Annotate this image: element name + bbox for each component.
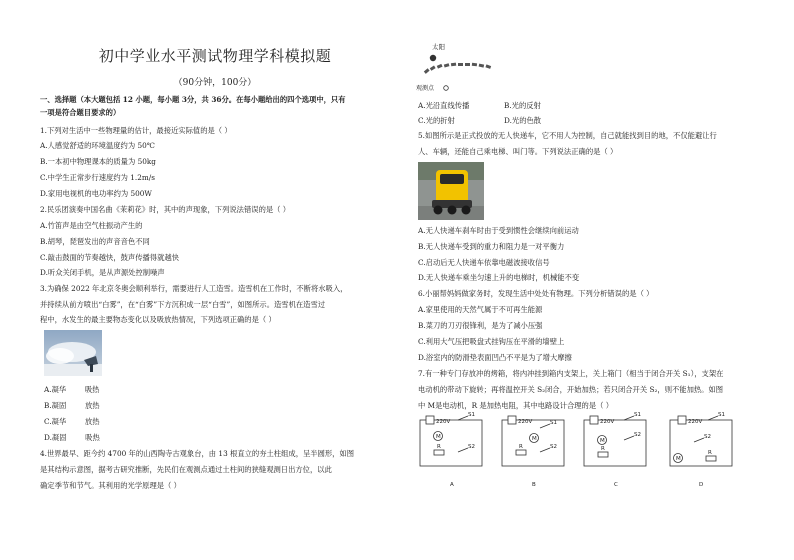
circuit-a-s2: S2: [468, 444, 475, 450]
circuit-diagrams: [412, 412, 762, 492]
q3-option-d-heat: 吸热: [85, 433, 100, 442]
circuit-label-d: D: [699, 482, 704, 488]
q3-option-c-heat: 放热: [84, 417, 100, 426]
q4-option-d: D.光的色散: [504, 116, 542, 125]
q6-stem: 6.小丽帮妈妈做家务时，发现生活中处处有物理。下列分析错误的是（ ）: [418, 289, 654, 298]
circuit-a-motor: M: [436, 434, 441, 440]
circuit-d-voltage: 220V: [688, 419, 703, 425]
circuit-b-s1: S1: [550, 420, 557, 426]
q4-option-c: C.光的折射: [418, 116, 455, 125]
sun-label: 太阳: [432, 43, 445, 51]
q4-stem-cont: 是其结构示意图，据考古研究推断，先民们在观测点通过土柱间的狭缝观测日出方位，以此: [40, 465, 332, 474]
q1-stem: 1.下列对生活中一些物理量的估计，最接近实际值的是（ ）: [40, 126, 232, 135]
circuit-a-resistor: R: [437, 444, 441, 450]
q4-stem: 4.世界最早、距今约 4700 年的山西陶寺古观象台，由 13 根直立的夯土柱组成，呈半圆形，如图: [40, 449, 355, 458]
delivery-robot-photo: [418, 162, 484, 220]
section-heading: 一、选择题（本大题包括 12 小题，每小题 3分，共 36分。在每小题给出的四个选项中，只有: [40, 95, 346, 104]
page-title: 初中学业水平测试物理学科模拟题: [98, 47, 332, 65]
q1-option-a: A.人感觉舒适的环境温度约为 50℃: [40, 141, 155, 150]
q4-stem-cont2: 确定季节和节气。其利用的光学原理是（ ）: [40, 481, 181, 490]
circuit-d-s1: S1: [718, 412, 725, 418]
q3-option-b-heat: 放热: [84, 401, 100, 410]
circuit-label-b: B: [532, 482, 536, 488]
q2-stem: 2.民乐团演奏中国名曲《茉莉花》时，其中的声现象，下列说法错误的是（ ）: [40, 205, 291, 214]
q3-option-b-text: B.凝固: [44, 401, 67, 410]
q5-stem: 5.如图所示是正式投放的无人快递车，它不用人为控制，自己就能找到目的地，不仅能避让行: [418, 131, 717, 140]
circuit-a-voltage: 220V: [436, 419, 451, 425]
circuit-d-motor: M: [676, 456, 681, 462]
q2-option-c: C.敲击鼓面的节奏越快，鼓声传播得就越快: [40, 253, 179, 262]
q6-option-c: C.利用大气压把吸盘式挂钩压在平滑的墙壁上: [418, 337, 565, 346]
q5-option-c: C.启动后无人快递车依靠电磁波接收信号: [418, 258, 550, 267]
q3-option-d: [44, 433, 100, 443]
q6-option-b: B.菜刀的刀刃很锋利，是为了减小压强: [418, 321, 543, 330]
q3-stem-cont2: 程中，水发生的最主要物态变化以及吸放热情况，下列选项正确的是（ ）: [40, 315, 276, 324]
q3-option-c: [44, 417, 100, 427]
q7-stem-cont2: 中 M是电动机，R 是加热电阻，其中电路设计合理的是（ ）: [418, 401, 614, 410]
observatory-diagram: [418, 42, 528, 98]
section-heading-cont: 一项是符合题目要求的）: [40, 108, 121, 117]
q6-option-a: A.家里使用的天然气属于不可再生能源: [418, 305, 543, 314]
q5-option-b: B.无人快递车受到的重力和阻力是一对平衡力: [418, 242, 565, 251]
circuit-label-a: A: [450, 482, 454, 488]
q3-option-a: [44, 385, 99, 395]
q1-option-d: D.家用电视机的电功率约为 500W: [40, 189, 152, 198]
q3-option-d-text: D.凝固: [44, 433, 67, 442]
circuit-c-motor: M: [600, 438, 605, 444]
circuit-b-motor: M: [532, 436, 537, 442]
q3-stem: 3.为确保 2022 年北京冬奥会顺利举行，需要进行人工造雪。造雪机在工作时，不断将水吸入，: [40, 284, 348, 293]
q4-option-b: B.光的反射: [504, 101, 541, 110]
circuit-b-s2: S2: [550, 444, 557, 450]
snow-machine-image: [44, 330, 102, 376]
circuit-label-c: C: [614, 482, 618, 488]
circuit-d-resistor: R: [708, 450, 712, 456]
circuit-d-s2: S2: [704, 434, 711, 440]
circuit-a: [420, 416, 482, 466]
delivery-robot-image: [418, 162, 484, 220]
q1-option-b: B.一本初中物理课本的质量为 50kg: [40, 157, 156, 166]
circuit-c-s2: S2: [634, 432, 641, 438]
q2-option-a: A.竹笛声是由空气柱振动产生的: [40, 221, 143, 230]
q7-stem-cont: 电动机的带动下旋转；再将温控开关 S₂闭合，开始加热；若只闭合开关 S₂，则不能加热。如图: [418, 385, 724, 394]
q2-option-b: B.胡琴，琵琶发出的声音音色不同: [40, 237, 150, 246]
q5-stem-cont: 人、车辆，还能自己乘电梯、叫门等。下列说法正确的是（ ）: [418, 147, 618, 156]
q7-stem: 7.有一种专门存放冲的烤箱，将内冲挂到箱内支架上，关上箱门（相当于闭合开关 S₁），支架在: [418, 369, 724, 378]
circuit-b-resistor: R: [519, 444, 523, 450]
q5-option-d: D.无人快递车乘坐匀速上升的电梯时，机械能不变: [418, 273, 580, 282]
q6-option-d: D.浴室内的防滑垫表面凹凸不平是为了增大摩擦: [418, 353, 572, 362]
q3-option-a-text: A.凝华: [44, 385, 67, 394]
observatory-figure: [418, 42, 528, 98]
q4-option-a: A.光沿直线传播: [418, 101, 470, 110]
circuit-c-resistor: R: [601, 446, 605, 452]
circuit-a-s1: S1: [468, 412, 475, 418]
circuit-b-voltage: 220V: [518, 419, 533, 425]
snow-machine-photo: [44, 330, 102, 376]
q3-option-c-text: C.凝华: [44, 417, 67, 426]
circuit-c-s1: S1: [634, 412, 641, 418]
q3-option-b: [44, 401, 100, 411]
q3-stem-cont: 并持续从前方喷出“白雾”，在“白雾”下方沉积成一层“白雪”，如图所示。造雪机在造雪过: [40, 300, 326, 309]
observation-point-label: 观测点: [416, 85, 435, 92]
circuit-c-voltage: 220V: [600, 419, 615, 425]
q5-option-a: A.无人快递车刹车时由于受到惯性会继续向前运动: [418, 226, 579, 235]
q3-option-a-heat: 吸热: [84, 385, 100, 394]
q2-option-d: D.听众关闭手机，是从声源处控制噪声: [40, 268, 165, 277]
q1-option-c: C.中学生正常步行速度约为 1.2m/s: [40, 173, 155, 182]
circuit-c: [584, 416, 646, 466]
page-subtitle: （90分钟，100分）: [173, 78, 257, 88]
